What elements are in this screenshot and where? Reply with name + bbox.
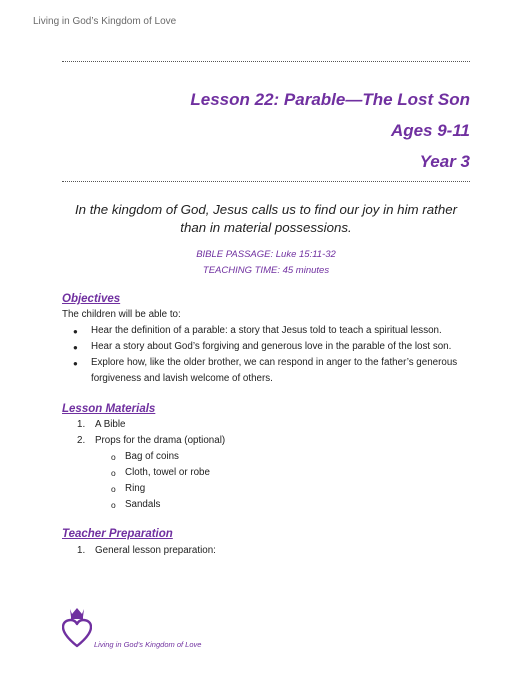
- bullet-icon: ●: [73, 343, 78, 352]
- materials-heading: Lesson Materials: [62, 403, 156, 415]
- list-number: 2.: [77, 435, 86, 446]
- list-number: 1.: [77, 419, 86, 430]
- bottom-divider: [62, 181, 470, 182]
- list-number: 1.: [77, 545, 86, 556]
- preparation-item: General lesson preparation:: [95, 545, 216, 556]
- lesson-theme: In the kingdom of God, Jesus calls us to find our joy in him rather than in material possessions.: [74, 202, 458, 235]
- top-divider: [62, 61, 470, 62]
- sub-bullet-icon: o: [111, 468, 116, 478]
- ages-line: Ages 9-11: [390, 121, 470, 140]
- objective-item: Hear a story about God’s forgiving and generous love in the parable of the lost son.: [91, 341, 452, 352]
- objective-item: Hear the definition of a parable: a story that Jesus told to teach a spiritual lesson.: [91, 325, 442, 336]
- running-header: Living in God’s Kingdom of Love: [33, 16, 177, 27]
- sub-bullet-icon: o: [111, 484, 116, 494]
- sub-bullet-icon: o: [111, 452, 116, 462]
- footer-text: Living in God’s Kingdom of Love: [94, 640, 202, 649]
- objective-item: Explore how, like the older brother, we can respond in anger to the father’s generous: [91, 357, 458, 368]
- objectives-intro: The children will be able to:: [62, 309, 181, 320]
- preparation-heading: Teacher Preparation: [62, 528, 173, 540]
- bullet-icon: ●: [73, 327, 78, 336]
- objective-item-continued: forgiveness and lavish welcome of others.: [91, 373, 273, 384]
- teaching-time: TEACHING TIME: 45 minutes: [202, 265, 330, 276]
- bible-passage: BIBLE PASSAGE: Luke 15:11-32: [196, 249, 336, 260]
- material-item: Props for the drama (optional): [95, 435, 226, 446]
- bullet-icon: ●: [73, 359, 78, 368]
- lesson-title: Lesson 22: Parable—The Lost Son: [190, 90, 470, 109]
- prop-item: Sandals: [125, 499, 161, 510]
- prop-item: Cloth, towel or robe: [125, 467, 210, 478]
- sub-bullet-icon: o: [111, 500, 116, 510]
- prop-item: Ring: [125, 483, 146, 494]
- material-item: A Bible: [95, 419, 126, 430]
- year-line: Year 3: [419, 152, 470, 171]
- prop-item: Bag of coins: [125, 451, 179, 462]
- objectives-heading: Objectives: [62, 293, 121, 305]
- crown-heart-logo-icon: [62, 603, 92, 654]
